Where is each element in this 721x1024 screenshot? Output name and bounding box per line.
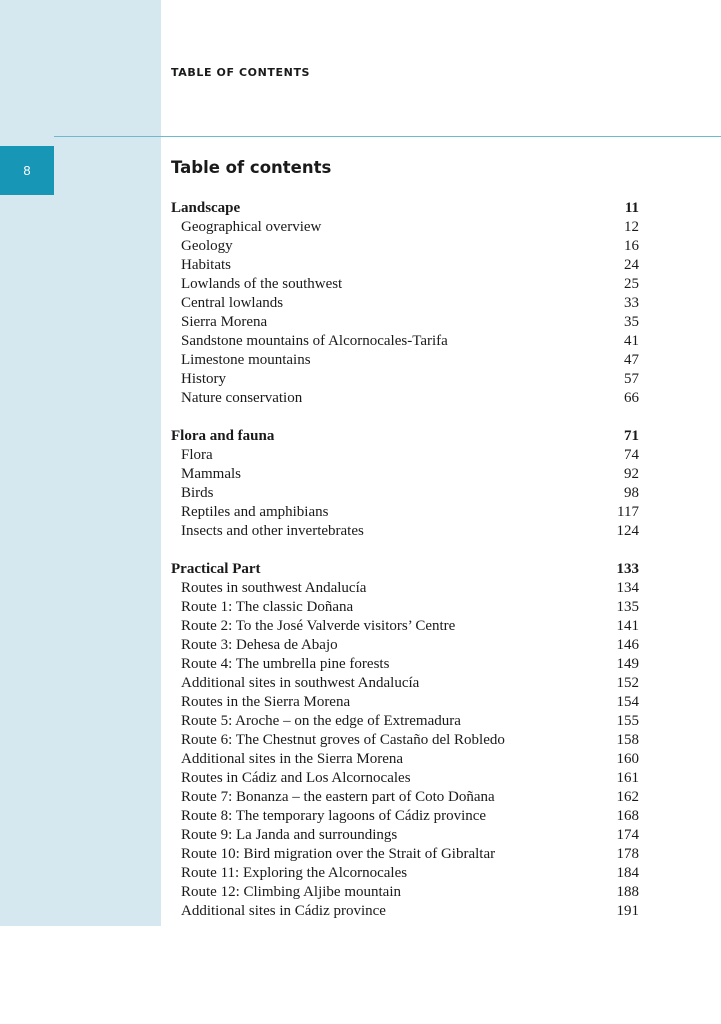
- toc-entry-page: 98: [624, 485, 639, 501]
- toc-entry-page: 47: [624, 352, 639, 368]
- toc-entry-page: 160: [616, 751, 639, 767]
- toc-entry[interactable]: [171, 389, 639, 408]
- page-number: 8: [23, 163, 31, 178]
- toc-entry[interactable]: [171, 446, 639, 465]
- toc-entry[interactable]: [171, 883, 639, 902]
- toc-entry-title: Route 3: Dehesa de Abajo: [181, 637, 338, 653]
- toc-entry-page: 124: [616, 523, 639, 539]
- toc-section-page: 71: [624, 428, 639, 444]
- toc-entry[interactable]: [171, 522, 639, 541]
- toc-entry-page: 57: [624, 371, 639, 387]
- toc-entry[interactable]: [171, 332, 639, 351]
- toc-section-heading[interactable]: [171, 560, 639, 579]
- toc-entry[interactable]: [171, 655, 639, 674]
- toc-entry-page: 161: [616, 770, 639, 786]
- toc-entry-title: Reptiles and amphibians: [181, 504, 329, 520]
- toc-entry-title: History: [181, 371, 226, 387]
- toc-entry[interactable]: [171, 769, 639, 788]
- toc-entry[interactable]: [171, 674, 639, 693]
- toc-entry-title: Route 6: The Chestnut groves of Castaño del Robledo: [181, 732, 505, 748]
- toc-entry-page: 12: [624, 219, 639, 235]
- toc-entry-page: 16: [624, 238, 639, 254]
- toc-entry-page: 152: [616, 675, 639, 691]
- toc-entry-title: Route 2: To the José Valverde visitors’ Centre: [181, 618, 456, 634]
- toc-section-heading[interactable]: [171, 199, 639, 218]
- toc-entry-title: Birds: [181, 485, 214, 501]
- toc-entry[interactable]: [171, 902, 639, 921]
- toc-entry[interactable]: [171, 693, 639, 712]
- toc-entry[interactable]: [171, 503, 639, 522]
- toc-section: [171, 199, 639, 408]
- toc-entry-page: 188: [616, 884, 639, 900]
- toc-entry[interactable]: [171, 465, 639, 484]
- toc-entry[interactable]: [171, 275, 639, 294]
- running-head: TABLE OF CONTENTS: [171, 66, 311, 79]
- toc-entry[interactable]: [171, 598, 639, 617]
- toc-entry[interactable]: [171, 826, 639, 845]
- toc-entry-title: Route 4: The umbrella pine forests: [181, 656, 390, 672]
- toc-section-title: Flora and fauna: [171, 428, 275, 444]
- toc-entry-title: Nature conservation: [181, 390, 303, 406]
- toc-entry-title: Flora: [181, 447, 213, 463]
- toc-entry-page: 178: [616, 846, 639, 862]
- toc-entry-title: Route 11: Exploring the Alcornocales: [181, 865, 408, 881]
- toc-entry[interactable]: [171, 351, 639, 370]
- toc-entry-title: Additional sites in the Sierra Morena: [181, 751, 404, 767]
- toc-entry-page: 117: [617, 504, 639, 520]
- toc-entry-title: Geographical overview: [181, 219, 322, 235]
- toc-entry-page: 35: [624, 314, 639, 330]
- toc-entry-title: Lowlands of the southwest: [181, 276, 343, 292]
- toc-entry-title: Limestone mountains: [181, 352, 311, 368]
- side-margin-panel: [0, 0, 161, 926]
- toc-entry[interactable]: [171, 313, 639, 332]
- toc-entry-page: 149: [616, 656, 639, 672]
- toc-entry-page: 25: [624, 276, 639, 292]
- toc-entry-title: Route 1: The classic Doñana: [181, 599, 354, 615]
- toc-entry-page: 74: [624, 447, 639, 463]
- toc-entry-title: Route 8: The temporary lagoons of Cádiz province: [181, 808, 487, 824]
- toc-entry[interactable]: [171, 617, 639, 636]
- toc-entry-title: Routes in the Sierra Morena: [181, 694, 351, 710]
- toc-section-title: Landscape: [171, 200, 241, 216]
- toc-entry-title: Additional sites in southwest Andalucía: [181, 675, 420, 691]
- toc-entry-title: Mammals: [181, 466, 241, 482]
- toc-entry[interactable]: [171, 294, 639, 313]
- header-rule: [54, 136, 721, 137]
- toc-entry-page: 92: [624, 466, 639, 482]
- toc-entry-title: Insects and other invertebrates: [181, 523, 364, 539]
- toc-entry-page: 191: [616, 903, 639, 919]
- toc-entry-page: 155: [616, 713, 639, 729]
- toc-entry[interactable]: [171, 636, 639, 655]
- toc-entry[interactable]: [171, 579, 639, 598]
- toc-entry-page: 33: [624, 295, 639, 311]
- toc-entry-page: 174: [616, 827, 639, 843]
- toc-entry-title: Sandstone mountains of Alcornocales-Tarifa: [181, 333, 448, 349]
- toc-entry-title: Route 12: Climbing Aljibe mountain: [181, 884, 401, 900]
- toc-entry-page: 162: [616, 789, 639, 805]
- toc-title: Table of contents: [171, 158, 332, 177]
- toc-entry[interactable]: [171, 731, 639, 750]
- toc-entry[interactable]: [171, 845, 639, 864]
- toc-entry-title: Route 5: Aroche – on the edge of Extremadura: [181, 713, 461, 729]
- toc-entry-page: 134: [616, 580, 639, 596]
- toc-entry-page: 184: [616, 865, 639, 881]
- toc-entry-title: Route 9: La Janda and surroundings: [181, 827, 398, 843]
- toc-section-page: 133: [616, 561, 639, 577]
- toc-entry[interactable]: [171, 237, 639, 256]
- toc-entry[interactable]: [171, 864, 639, 883]
- toc-entry-page: 146: [616, 637, 639, 653]
- toc-entry[interactable]: [171, 256, 639, 275]
- toc-entry-title: Routes in southwest Andalucía: [181, 580, 367, 596]
- toc-entry-title: Geology: [181, 238, 233, 254]
- toc-entry-page: 141: [616, 618, 639, 634]
- toc-section-page: 11: [624, 200, 639, 216]
- toc-entry-page: 24: [624, 257, 639, 273]
- toc-entry-title: Habitats: [181, 257, 231, 273]
- toc-entry-title: Routes in Cádiz and Los Alcornocales: [181, 770, 411, 786]
- toc-entry-title: Central lowlands: [181, 295, 284, 311]
- toc-section: [171, 427, 639, 541]
- toc-entry-title: Route 10: Bird migration over the Strait of Gibraltar: [181, 846, 496, 862]
- toc-entry-page: 66: [624, 390, 639, 406]
- toc-list: [171, 199, 639, 940]
- toc-entry[interactable]: [171, 712, 639, 731]
- toc-entry-page: 41: [624, 333, 639, 349]
- toc-entry[interactable]: [171, 484, 639, 503]
- page-number-tab: [0, 146, 54, 195]
- toc-entry-page: 168: [616, 808, 639, 824]
- toc-entry-page: 154: [616, 694, 639, 710]
- toc-entry-title: Route 7: Bonanza – the eastern part of Coto Doñana: [181, 789, 495, 805]
- toc-entry-title: Additional sites in Cádiz province: [181, 903, 386, 919]
- toc-entry[interactable]: [171, 218, 639, 237]
- toc-entry[interactable]: [171, 788, 639, 807]
- toc-section: [171, 560, 639, 921]
- toc-entry[interactable]: [171, 750, 639, 769]
- toc-section-title: Practical Part: [171, 561, 261, 577]
- toc-entry[interactable]: [171, 370, 639, 389]
- toc-entry-page: 158: [616, 732, 639, 748]
- toc-entry-page: 135: [616, 599, 639, 615]
- toc-entry[interactable]: [171, 807, 639, 826]
- toc-entry-title: Sierra Morena: [181, 314, 268, 330]
- toc-section-heading[interactable]: [171, 427, 639, 446]
